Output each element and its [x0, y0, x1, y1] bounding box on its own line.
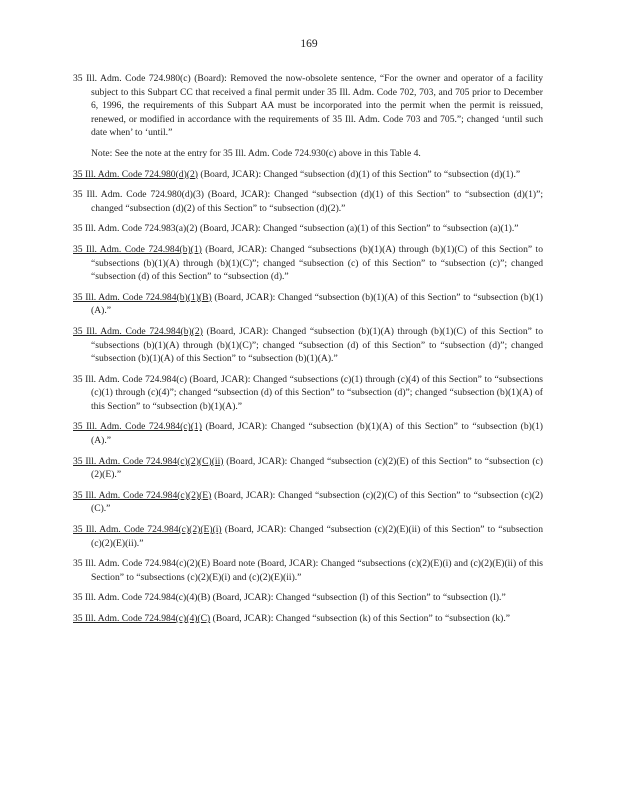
code-reference: 35 Ill. Adm. Code 724.984(c)(4)(B) — [73, 592, 211, 604]
amendment-entry — [73, 72, 543, 140]
amendment-entry — [73, 325, 543, 366]
code-reference: 35 Ill. Adm. Code 724.984(c)(2)(E) — [73, 489, 212, 501]
amendment-entry — [73, 420, 543, 447]
code-reference: 35 Ill. Adm. Code 724.984(b)(1) — [73, 243, 202, 255]
amendment-text: (Board, JCAR): Changed “subsection (a)(1) of this Section” to “subsection (a)(1).” — [197, 223, 519, 235]
code-reference: 35 Ill. Adm. Code 724.984(c)(2)(E)(i) — [73, 524, 222, 536]
amendment-text: (Board, JCAR): Changed “subsection (b)(1)(A) of this Section” to “subsection (b)(1)(A).” — [91, 421, 544, 447]
amendment-text: (Board, JCAR): Changed “subsection (c)(2)(E)(ii) of this Section” to “subsection (c)(2)(E)(ii).” — [91, 524, 543, 549]
amendment-entry — [73, 612, 543, 626]
amendment-text: (Board, JCAR): Changed “subsection (c)(2)(E) of this Section” to “subsection (c)(2)(E).” — [91, 455, 543, 481]
amendment-text: (Board, JCAR): Changed “subsection (l) of this Section” to “subsection (l).” — [210, 592, 506, 604]
code-reference: 35 Ill. Adm. Code 724.984(c) — [73, 373, 187, 385]
amendment-text: (Board, JCAR): Changed “subsections (b)(1)(A) through (b)(1)(C) of this Section” to “subsections (b)(1)(A) through (b)(1)(C)”; changed “subsection (c) of this Section” to “subsection (c)”; changed “subsection (d) of this Section” to “subsection (d).” — [91, 243, 543, 283]
amendment-text: (Board, JCAR): Changed “subsection (b)(1)(A) through (b)(1)(C) of this Section” to “subsections (b)(1)(A) through (b)(1)(C)”; changed “subsection (d) of this Section” to “subsection (d)”; changed “subsection (b)(1)(A) of this Section” to “subsection (b)(1)(A).” — [91, 325, 543, 365]
amendment-entry — [73, 591, 543, 605]
amendment-text: Board note (Board, JCAR): Changed “subsections (c)(2)(E)(i) and (c)(2)(E)(ii) of this Section” to “subsections (c)(2)(E)(i) and (c)(2)(E)(ii).” — [91, 558, 543, 583]
amendment-entry — [73, 373, 543, 414]
code-reference: 35 Ill. Adm. Code 724.984(c)(2)(E) — [73, 558, 211, 570]
amendment-text: (Board, JCAR): Changed “subsection (d)(1) of this Section” to “subsection (d)(1)”; changed “subsection (d)(2) of this Section” to “subsection (d)(2).” — [91, 189, 543, 214]
amendment-entry — [73, 243, 543, 284]
amendment-entry — [73, 222, 543, 236]
amendment-text: (Board, JCAR): Changed “subsection (c)(2)(C) of this Section” to “subsection (c)(2)(C).” — [91, 489, 544, 515]
code-reference: 35 Ill. Adm. Code 724.980(d)(2) — [73, 168, 198, 180]
code-reference: 35 Ill. Adm. Code 724.984(b)(2) — [73, 325, 203, 337]
amendment-text: (Board, JCAR): Changed “subsections (c)(1) through (c)(4) of this Section” to “subsections (c)(1) through (c)(4)”; changed “subsection (d) of this Section” to “subsection (d)”; changed “subsection (b)(1)(A) of this Section” to “subsection (b)(1)(A).” — [91, 373, 544, 412]
amendment-text: (Board, JCAR): Changed “subsection (d)(1) of this Section” to “subsection (d)(1).” — [197, 168, 521, 180]
code-reference: 35 Ill. Adm. Code 724.980(c) — [73, 73, 191, 84]
page-number: 169 — [300, 38, 318, 50]
code-reference: 35 Ill. Adm. Code 724.984(b)(1)(B) — [73, 291, 212, 303]
amendment-text: (Board, JCAR): Changed “subsection (b)(1)(A) of this Section” to “subsection (b)(1)(A).” — [91, 291, 543, 317]
amendment-entry — [73, 489, 543, 516]
amendment-entry — [73, 557, 543, 584]
amendment-entry — [73, 188, 543, 215]
code-reference: 35 Ill. Adm. Code 724.984(c)(2)(C)(ii) — [73, 455, 224, 467]
amendment-entry — [73, 523, 543, 550]
code-reference: 35 Ill. Adm. Code 724.984(c)(1) — [73, 421, 202, 433]
code-reference: 35 Ill. Adm. Code 724.980(d)(3) — [73, 189, 205, 201]
amendment-text: (Board, JCAR): Changed “subsection (k) of this Section” to “subsection (k).” — [210, 613, 510, 624]
table-note: Note: See the note at the entry for 35 Ill. Adm. Code 724.930(c) above in this Table 4. — [91, 147, 421, 159]
amendment-entry — [73, 168, 543, 182]
code-reference: 35 Ill. Adm. Code 724.984(c)(4)(C) — [73, 613, 211, 624]
amendment-entry — [73, 455, 543, 482]
amendment-entry — [73, 291, 543, 318]
amendment-text: (Board): Removed the now-obsolete sentence, “For the owner and operator of a facility subject to this Subpart CC that received a final permit under 35 Ill. Adm. Code 702, 703, and 705 prior to December 6, 1996, the requirements of this Subpart AA must be incorporated into the permit when the permit is reissued, renewed, or modified in accordance with the requirements of 35 Ill. Adm. Code 703 and 705.”; changed ‘until such date when’ to ‘until.” — [91, 73, 544, 139]
code-reference: 35 Ill. Adm. Code 724.983(a)(2) — [73, 223, 198, 235]
amendment-list — [73, 72, 543, 633]
